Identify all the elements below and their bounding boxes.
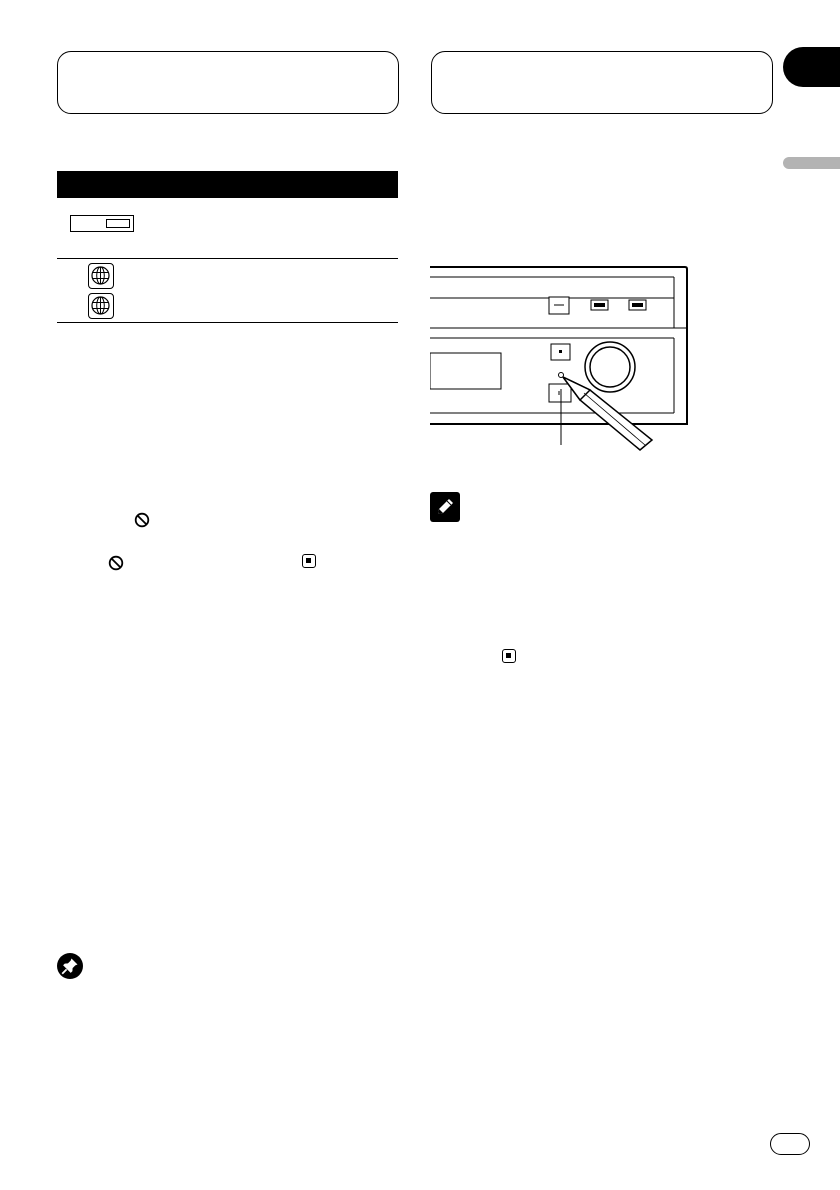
rectangle-mark-icon: [70, 215, 134, 232]
slot-button: [629, 300, 646, 310]
globe-region-icon: [88, 263, 114, 289]
pushpin-icon: [57, 953, 83, 979]
table-row-divider: [57, 258, 398, 259]
volume-knob: [585, 342, 635, 392]
prohibited-icon: [134, 512, 150, 528]
stop-button-icon: [302, 554, 316, 568]
lower-key: [549, 384, 571, 402]
stop-key: [551, 344, 570, 360]
left-section-header: [57, 51, 399, 114]
rectangle-mark-inner: [106, 219, 130, 228]
chapter-tab: [783, 47, 840, 87]
table-header: [57, 171, 398, 198]
stop-button-icon: [502, 649, 516, 663]
prohibited-icon: [108, 555, 124, 571]
language-side-tab: [783, 157, 840, 169]
unit-front-panel-illustration: [430, 265, 692, 455]
page-number-box: [770, 1133, 810, 1155]
eject-button: [549, 297, 569, 314]
slot-button: [591, 300, 608, 310]
table-bottom-rule: [57, 322, 398, 323]
display-window: [430, 353, 501, 389]
pencil-icon: [430, 492, 460, 522]
globe-region-icon: [88, 293, 114, 319]
right-section-header: [431, 51, 773, 114]
reset-hole: [559, 373, 564, 378]
